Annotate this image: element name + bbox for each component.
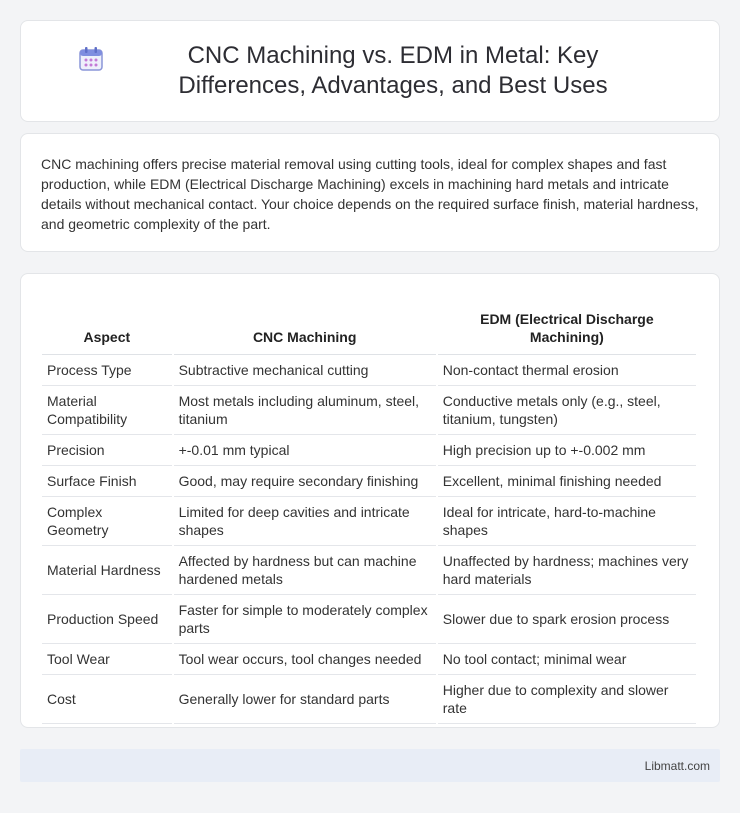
cell-aspect: Cost [42,675,172,724]
table-row [42,386,696,435]
cell-cnc: Good, may require secondary finishing [174,466,436,497]
footer-site-link[interactable]: Libmatt.com [644,758,710,773]
table-row [42,355,696,386]
cell-edm: Excellent, minimal finishing needed [438,466,696,497]
cell-edm: Unaffected by hardness; machines very hard materials [438,546,696,595]
page-title: CNC Machining vs. EDM in Metal: Key Differences, Advantages, and Best Uses [178,42,608,99]
title-wrap [77,41,663,101]
cell-cnc: Subtractive mechanical cutting [174,355,436,386]
cell-cnc: +-0.01 mm typical [174,435,436,466]
header-aspect: Aspect [42,294,172,355]
cell-aspect: Tool Wear [42,644,172,675]
summary-text: CNC machining offers precise material removal using cutting tools, ideal for complex shapes and fast production, while EDM (Electrical Discharge Machining) excels in machining hard metals and intricate details without mechanical contact. Your choice depends on the required surface finish, material hardness, and geometric complexity of the part. [41,156,699,232]
header-cnc: CNC Machining [174,294,436,355]
table-row [42,497,696,546]
cell-aspect: Material Compatibility [42,386,172,435]
cell-edm: High precision up to +-0.002 mm [438,435,696,466]
cell-cnc: Generally lower for standard parts [174,675,436,724]
table-card [20,273,720,728]
cell-edm: Higher due to complexity and slower rate [438,675,696,724]
cell-edm: No tool contact; minimal wear [438,644,696,675]
cell-cnc: Most metals including aluminum, steel, titanium [174,386,436,435]
cell-aspect: Complex Geometry [42,497,172,546]
summary-card [20,133,720,252]
cell-aspect: Production Speed [42,595,172,644]
table-row [42,644,696,675]
table-header-row [42,294,696,355]
calendar-icon [77,45,105,73]
cell-cnc: Limited for deep cavities and intricate shapes [174,497,436,546]
table-row [42,595,696,644]
cell-edm: Conductive metals only (e.g., steel, titanium, tungsten) [438,386,696,435]
title-card [20,20,720,122]
cell-cnc: Tool wear occurs, tool changes needed [174,644,436,675]
cell-aspect: Surface Finish [42,466,172,497]
comparison-table [40,294,698,724]
header-edm: EDM (Electrical Discharge Machining) [438,294,696,355]
cell-aspect: Material Hardness [42,546,172,595]
table-row [42,466,696,497]
table-row [42,546,696,595]
footer [20,749,720,782]
cell-aspect: Precision [42,435,172,466]
cell-cnc: Affected by hardness but can machine hardened metals [174,546,436,595]
table-row [42,675,696,724]
table-row [42,435,696,466]
cell-edm: Ideal for intricate, hard-to-machine shapes [438,497,696,546]
cell-aspect: Process Type [42,355,172,386]
cell-cnc: Faster for simple to moderately complex parts [174,595,436,644]
cell-edm: Non-contact thermal erosion [438,355,696,386]
cell-edm: Slower due to spark erosion process [438,595,696,644]
